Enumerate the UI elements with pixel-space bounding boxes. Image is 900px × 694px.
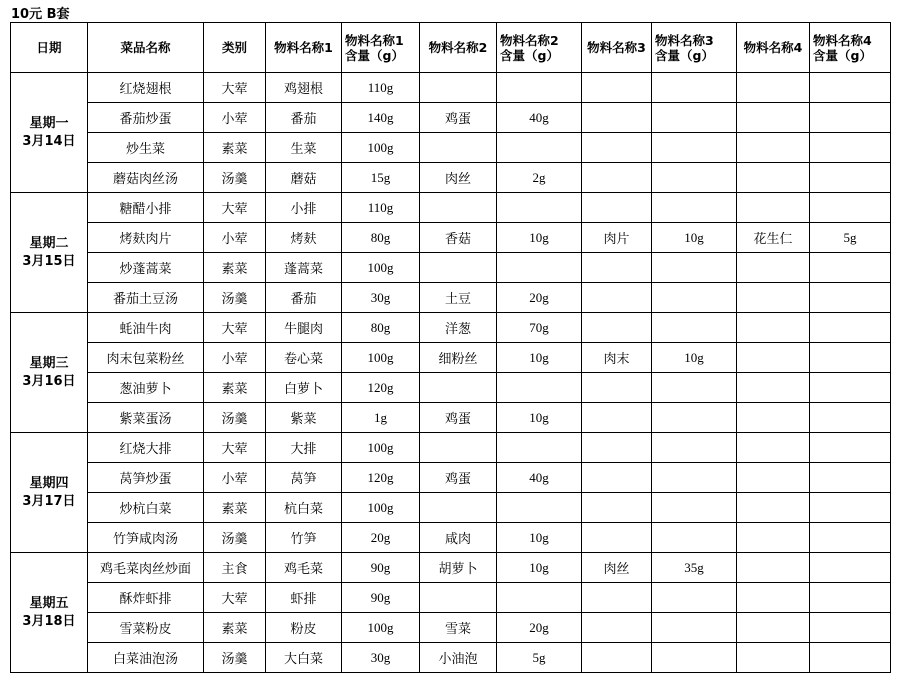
material3-name	[582, 403, 652, 433]
material2-name: 雪菜	[420, 613, 497, 643]
material1-name: 蘑菇	[266, 163, 342, 193]
material4-name: 花生仁	[737, 223, 810, 253]
header-qty4: 物料名称4 含量（g）	[810, 23, 891, 73]
material4-name	[737, 433, 810, 463]
material3-qty	[652, 283, 737, 313]
material3-qty	[652, 613, 737, 643]
dish-name: 莴笋炒蛋	[88, 463, 204, 493]
day-cell	[11, 313, 88, 433]
material2-name	[420, 583, 497, 613]
material1-qty: 80g	[342, 223, 420, 253]
material2-qty: 40g	[497, 463, 582, 493]
material2-qty: 20g	[497, 613, 582, 643]
material2-name: 咸肉	[420, 523, 497, 553]
date-label: 3月15日	[22, 253, 76, 269]
material1-qty: 100g	[342, 253, 420, 283]
material2-name: 土豆	[420, 283, 497, 313]
material1-qty: 110g	[342, 193, 420, 223]
material4-qty: 5g	[810, 223, 891, 253]
material2-qty	[497, 583, 582, 613]
material3-qty	[652, 163, 737, 193]
material1-qty: 90g	[342, 583, 420, 613]
material2-qty	[497, 433, 582, 463]
material3-name	[582, 253, 652, 283]
material2-name	[420, 433, 497, 463]
day-cell	[11, 553, 88, 673]
material2-qty	[497, 73, 582, 103]
dish-category: 素菜	[204, 133, 266, 163]
material2-name: 胡萝卜	[420, 553, 497, 583]
dish-name: 炒蓬蒿菜	[88, 253, 204, 283]
material1-name: 鸡翅根	[266, 73, 342, 103]
table-row	[11, 103, 891, 133]
material1-qty: 100g	[342, 613, 420, 643]
table-row	[11, 193, 891, 223]
header-qty3: 物料名称3 含量（g）	[652, 23, 737, 73]
material4-name	[737, 133, 810, 163]
material1-qty: 30g	[342, 643, 420, 673]
material4-qty	[810, 433, 891, 463]
material4-qty	[810, 613, 891, 643]
material2-name	[420, 373, 497, 403]
material2-name	[420, 193, 497, 223]
table-row	[11, 313, 891, 343]
material1-qty: 1g	[342, 403, 420, 433]
header-material2: 物料名称2	[420, 23, 497, 73]
material4-qty	[810, 313, 891, 343]
material4-qty	[810, 103, 891, 133]
material3-qty	[652, 463, 737, 493]
material4-qty	[810, 643, 891, 673]
material4-qty	[810, 253, 891, 283]
material4-name	[737, 73, 810, 103]
material2-qty: 10g	[497, 523, 582, 553]
material2-qty	[497, 133, 582, 163]
header-date: 日期	[11, 23, 88, 73]
material1-name: 虾排	[266, 583, 342, 613]
dish-category: 大荤	[204, 433, 266, 463]
dish-category: 主食	[204, 553, 266, 583]
table-row	[11, 643, 891, 673]
material4-name	[737, 343, 810, 373]
dish-name: 红烧大排	[88, 433, 204, 463]
material3-qty	[652, 133, 737, 163]
weekday-label: 星期三	[29, 355, 69, 371]
material1-name: 杭白菜	[266, 493, 342, 523]
header-material4: 物料名称4	[737, 23, 810, 73]
material3-name	[582, 283, 652, 313]
material3-name: 肉片	[582, 223, 652, 253]
material2-qty: 10g	[497, 553, 582, 583]
material1-qty: 15g	[342, 163, 420, 193]
material1-name: 大白菜	[266, 643, 342, 673]
dish-category: 小荤	[204, 463, 266, 493]
day-cell	[11, 193, 88, 313]
material2-qty: 10g	[497, 223, 582, 253]
dish-name: 雪菜粉皮	[88, 613, 204, 643]
menu-body	[11, 73, 891, 673]
dish-name: 烤麸肉片	[88, 223, 204, 253]
table-row	[11, 403, 891, 433]
material3-qty	[652, 643, 737, 673]
material2-name: 香菇	[420, 223, 497, 253]
dish-category: 素菜	[204, 373, 266, 403]
material1-qty: 140g	[342, 103, 420, 133]
material3-name	[582, 613, 652, 643]
material3-qty	[652, 103, 737, 133]
material1-qty: 120g	[342, 463, 420, 493]
table-row	[11, 613, 891, 643]
dish-name: 鸡毛菜肉丝炒面	[88, 553, 204, 583]
material2-qty	[497, 373, 582, 403]
material4-qty	[810, 493, 891, 523]
material3-qty: 35g	[652, 553, 737, 583]
table-row	[11, 463, 891, 493]
material3-qty	[652, 313, 737, 343]
dish-category: 大荤	[204, 193, 266, 223]
dish-name: 蚝油牛肉	[88, 313, 204, 343]
material1-qty: 20g	[342, 523, 420, 553]
material1-qty: 100g	[342, 343, 420, 373]
material4-name	[737, 313, 810, 343]
date-label: 3月14日	[22, 133, 76, 149]
material3-name	[582, 373, 652, 403]
material2-name: 细粉丝	[420, 343, 497, 373]
material1-qty: 100g	[342, 133, 420, 163]
dish-name: 糖醋小排	[88, 193, 204, 223]
table-row	[11, 253, 891, 283]
material3-qty: 10g	[652, 223, 737, 253]
material2-name: 鸡蛋	[420, 463, 497, 493]
material1-qty: 100g	[342, 493, 420, 523]
day-cell	[11, 73, 88, 193]
material4-qty	[810, 403, 891, 433]
material2-qty: 5g	[497, 643, 582, 673]
material2-qty	[497, 193, 582, 223]
material3-name: 肉丝	[582, 553, 652, 583]
dish-name: 番茄炒蛋	[88, 103, 204, 133]
material2-name	[420, 493, 497, 523]
material1-qty: 110g	[342, 73, 420, 103]
material4-name	[737, 583, 810, 613]
material1-name: 鸡毛菜	[266, 553, 342, 583]
table-row	[11, 523, 891, 553]
material3-qty	[652, 193, 737, 223]
material3-name	[582, 583, 652, 613]
material4-qty	[810, 163, 891, 193]
material2-qty: 10g	[497, 403, 582, 433]
dish-name: 肉末包菜粉丝	[88, 343, 204, 373]
date-label: 3月18日	[22, 613, 76, 629]
material3-name	[582, 433, 652, 463]
material4-name	[737, 463, 810, 493]
dish-category: 大荤	[204, 313, 266, 343]
material4-name	[737, 253, 810, 283]
table-row	[11, 133, 891, 163]
material4-qty	[810, 463, 891, 493]
table-row	[11, 223, 891, 253]
dish-name: 紫菜蛋汤	[88, 403, 204, 433]
material4-qty	[810, 553, 891, 583]
dish-category: 小荤	[204, 223, 266, 253]
header-qty2: 物料名称2 含量（g）	[497, 23, 582, 73]
material3-qty	[652, 373, 737, 403]
material3-qty	[652, 253, 737, 283]
material1-name: 粉皮	[266, 613, 342, 643]
day-cell	[11, 433, 88, 553]
dish-name: 炒生菜	[88, 133, 204, 163]
material2-qty	[497, 253, 582, 283]
material1-name: 紫菜	[266, 403, 342, 433]
table-row	[11, 373, 891, 403]
weekday-label: 星期一	[29, 115, 69, 131]
dish-category: 素菜	[204, 253, 266, 283]
dish-category: 大荤	[204, 73, 266, 103]
material1-qty: 100g	[342, 433, 420, 463]
header-material1: 物料名称1	[266, 23, 342, 73]
material1-name: 大排	[266, 433, 342, 463]
date-label: 3月16日	[22, 373, 76, 389]
dish-category: 小荤	[204, 343, 266, 373]
material1-qty: 120g	[342, 373, 420, 403]
table-row	[11, 553, 891, 583]
material4-name	[737, 163, 810, 193]
material3-name	[582, 523, 652, 553]
table-row	[11, 283, 891, 313]
menu-table	[10, 22, 891, 673]
material1-name: 番茄	[266, 103, 342, 133]
material1-qty: 80g	[342, 313, 420, 343]
table-row	[11, 493, 891, 523]
date-label: 3月17日	[22, 493, 76, 509]
header-row	[11, 23, 891, 73]
dish-name: 竹笋咸肉汤	[88, 523, 204, 553]
material3-name	[582, 313, 652, 343]
material3-name	[582, 73, 652, 103]
material4-qty	[810, 343, 891, 373]
material3-name	[582, 643, 652, 673]
table-row	[11, 73, 891, 103]
material3-name	[582, 493, 652, 523]
dish-name: 葱油萝卜	[88, 373, 204, 403]
material1-name: 烤麸	[266, 223, 342, 253]
material4-qty	[810, 283, 891, 313]
material3-qty	[652, 433, 737, 463]
material3-name	[582, 463, 652, 493]
material4-name	[737, 373, 810, 403]
material1-name: 卷心菜	[266, 343, 342, 373]
material2-name: 洋葱	[420, 313, 497, 343]
dish-name: 酥炸虾排	[88, 583, 204, 613]
material3-name	[582, 163, 652, 193]
material1-qty: 30g	[342, 283, 420, 313]
table-row	[11, 343, 891, 373]
dish-category: 大荤	[204, 583, 266, 613]
dish-category: 汤羹	[204, 163, 266, 193]
material4-qty	[810, 73, 891, 103]
material4-name	[737, 643, 810, 673]
material1-name: 白萝卜	[266, 373, 342, 403]
material2-name: 鸡蛋	[420, 403, 497, 433]
material1-name: 蓬蒿菜	[266, 253, 342, 283]
table-row	[11, 433, 891, 463]
material4-name	[737, 613, 810, 643]
material1-name: 牛腿肉	[266, 313, 342, 343]
material2-qty: 70g	[497, 313, 582, 343]
material1-name: 小排	[266, 193, 342, 223]
material2-qty: 2g	[497, 163, 582, 193]
dish-category: 汤羹	[204, 643, 266, 673]
material4-qty	[810, 373, 891, 403]
weekday-label: 星期二	[29, 235, 69, 251]
table-row	[11, 583, 891, 613]
dish-name: 蘑菇肉丝汤	[88, 163, 204, 193]
dish-name: 白菜油泡汤	[88, 643, 204, 673]
material4-qty	[810, 583, 891, 613]
dish-category: 汤羹	[204, 523, 266, 553]
material3-name	[582, 133, 652, 163]
header-dish: 菜品名称	[88, 23, 204, 73]
dish-category: 素菜	[204, 493, 266, 523]
weekday-label: 星期四	[29, 475, 69, 491]
dish-category: 汤羹	[204, 283, 266, 313]
material3-name	[582, 193, 652, 223]
material2-name: 鸡蛋	[420, 103, 497, 133]
material4-name	[737, 193, 810, 223]
material3-qty	[652, 583, 737, 613]
material4-name	[737, 493, 810, 523]
material4-qty	[810, 523, 891, 553]
material2-name: 肉丝	[420, 163, 497, 193]
material3-qty: 10g	[652, 343, 737, 373]
dish-category: 素菜	[204, 613, 266, 643]
material4-name	[737, 283, 810, 313]
dish-category: 汤羹	[204, 403, 266, 433]
material2-qty: 10g	[497, 343, 582, 373]
material1-name: 莴笋	[266, 463, 342, 493]
material1-name: 生菜	[266, 133, 342, 163]
material2-qty: 20g	[497, 283, 582, 313]
header-qty1: 物料名称1 含量（g）	[342, 23, 420, 73]
material2-name	[420, 73, 497, 103]
material1-name: 番茄	[266, 283, 342, 313]
material4-name	[737, 103, 810, 133]
material3-qty	[652, 73, 737, 103]
material4-name	[737, 523, 810, 553]
material2-qty: 40g	[497, 103, 582, 133]
material3-qty	[652, 493, 737, 523]
material1-qty: 90g	[342, 553, 420, 583]
material4-name	[737, 403, 810, 433]
material2-name: 小油泡	[420, 643, 497, 673]
material3-name	[582, 103, 652, 133]
material2-name	[420, 253, 497, 283]
dish-category: 小荤	[204, 103, 266, 133]
menu-title: 10元 B套	[11, 7, 70, 22]
header-material3: 物料名称3	[582, 23, 652, 73]
material4-name	[737, 553, 810, 583]
material3-name: 肉末	[582, 343, 652, 373]
material3-qty	[652, 403, 737, 433]
material2-name	[420, 133, 497, 163]
dish-name: 番茄土豆汤	[88, 283, 204, 313]
weekday-label: 星期五	[29, 595, 69, 611]
table-row	[11, 163, 891, 193]
material1-name: 竹笋	[266, 523, 342, 553]
material2-qty	[497, 493, 582, 523]
dish-name: 红烧翅根	[88, 73, 204, 103]
dish-name: 炒杭白菜	[88, 493, 204, 523]
material3-qty	[652, 523, 737, 553]
material4-qty	[810, 133, 891, 163]
material4-qty	[810, 193, 891, 223]
header-category: 类别	[204, 23, 266, 73]
